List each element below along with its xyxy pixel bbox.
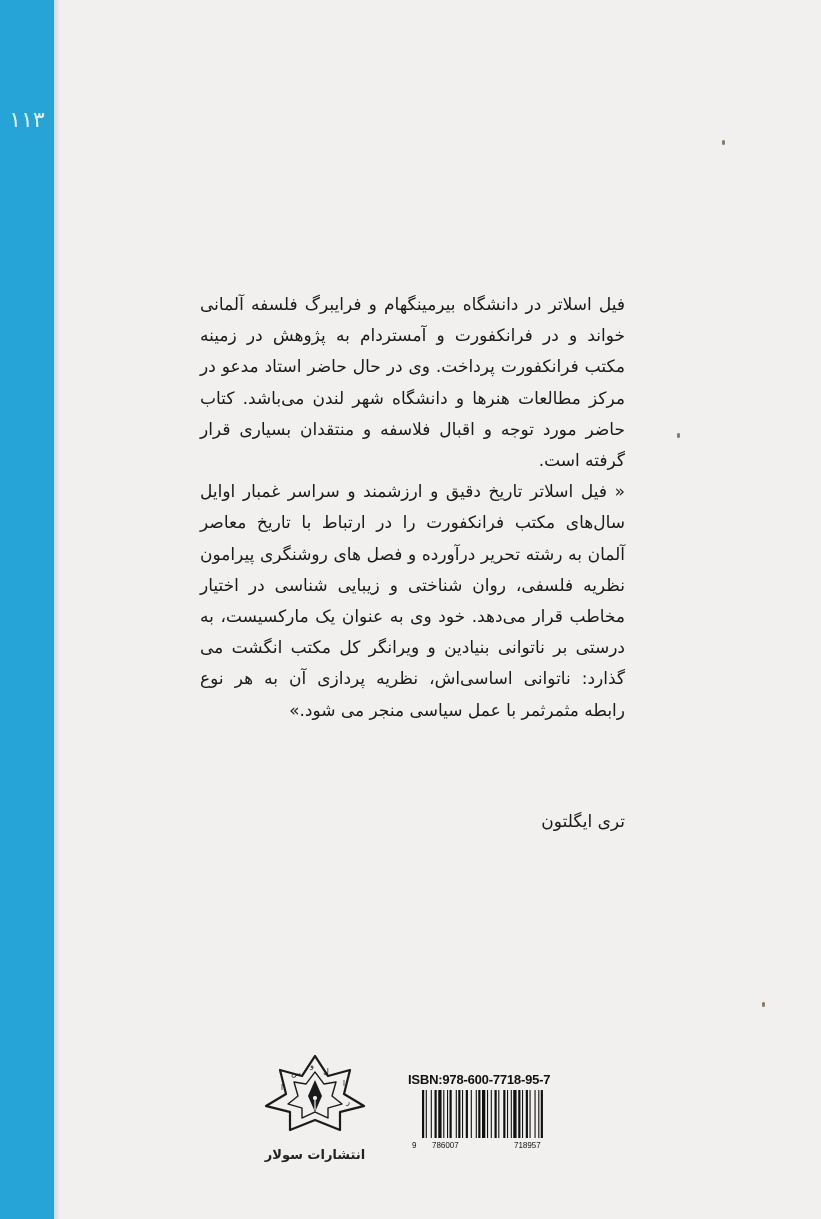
barcode-bar (495, 1090, 497, 1138)
barcode-bar (458, 1090, 460, 1138)
publisher-logo (260, 1050, 370, 1140)
barcode-bar (535, 1090, 536, 1138)
logo-letter: و (310, 1061, 314, 1070)
barcode-group-2: 718957 (514, 1141, 541, 1150)
barcode-bar (491, 1090, 492, 1138)
barcode-bar (522, 1090, 523, 1138)
barcode-bar (518, 1090, 520, 1138)
barcode-bar (507, 1090, 508, 1138)
barcode-lead-digit: 9 (412, 1141, 417, 1150)
barcode-bar (456, 1090, 457, 1138)
barcode-bar (498, 1090, 499, 1138)
page-number: ۱۱۳ (9, 108, 45, 133)
barcode-bar (422, 1090, 424, 1138)
paper-speck (762, 1002, 765, 1007)
barcode-bar (511, 1090, 512, 1138)
publisher-name: انتشارات سولار (264, 1148, 366, 1163)
barcode (410, 1090, 582, 1150)
author-bio-paragraph: فیل اسلاتر در دانشگاه بیرمینگهام و فرایبرگ فلسفه آلمانی خواند و در فرانکفورت و آمستردام به پژوهش در زمینه مکتب فرانکفورت پرداخت. وی در حال حاضر استاد مدعو در مرکز مطالعات هنرها و دانشگاه شهر لندن می‌باشد. کتاب حاضر مورد توجه و اقبال فلاسفه و منتقدان بسیاری قرار گرفته است. (200, 295, 625, 472)
logo-letter: ا (342, 1079, 346, 1088)
barcode-bar (530, 1090, 531, 1138)
barcode-bar (435, 1090, 437, 1138)
back-cover-blurb (200, 290, 625, 727)
barcode-bar (462, 1090, 463, 1138)
barcode-bar (447, 1090, 448, 1138)
barcode-bar (431, 1090, 432, 1138)
barcode-bar (471, 1090, 472, 1138)
isbn-label: ISBN:978-600-7718-95-7 (408, 1072, 551, 1087)
barcode-bar (503, 1090, 505, 1138)
logo-letter: ا (280, 1083, 284, 1092)
barcode-bar (438, 1090, 441, 1138)
barcode-bar (541, 1090, 543, 1138)
barcode-bar (466, 1090, 468, 1138)
barcode-bar (476, 1090, 477, 1138)
barcode-bar (450, 1090, 452, 1138)
barcode-bar (482, 1090, 485, 1138)
barcode-bar (538, 1090, 539, 1138)
logo-letter: ل (323, 1067, 329, 1076)
barcode-bar (513, 1090, 516, 1138)
review-quote: « فیل اسلاتر تاریخ دقیق و ارزشمند و سراسر غمبار اوایل سال‌های مکتب فرانکفورت را در ارتباط با تاریخ معاصر آلمان به رشته تحریر درآورده و فصل های روشنگری پیرامون نظریه فلسفی، روان شناختی و زیبایی شناسی در اختیار مخاطب قرار می‌دهد. خود وی به عنوان یک مارکسیست، به درستی بر ناتوانی بنیادین و ویرانگر کل مکتب انگشت می گذارد: ناتوانی اساسی‌اش، نظریه پردازی آن به هر نوع رابطه مثمرثمر با عمل سیاسی منجر می شود.» (200, 482, 625, 721)
paper-speck (677, 433, 680, 438)
barcode-bar (426, 1090, 427, 1138)
barcode-group-1: 786007 (432, 1141, 459, 1150)
paper-speck (722, 140, 725, 145)
barcode-bar (526, 1090, 528, 1138)
quote-author: تری ایگلتون (541, 812, 625, 832)
book-spine-stripe (0, 0, 54, 1219)
logo-letter: ر (346, 1097, 350, 1106)
barcode-bar (487, 1090, 488, 1138)
barcode-bar (443, 1090, 444, 1138)
spine-shadow (54, 0, 60, 1219)
barcode-bar (478, 1090, 480, 1138)
logo-letter: س (291, 1069, 301, 1078)
